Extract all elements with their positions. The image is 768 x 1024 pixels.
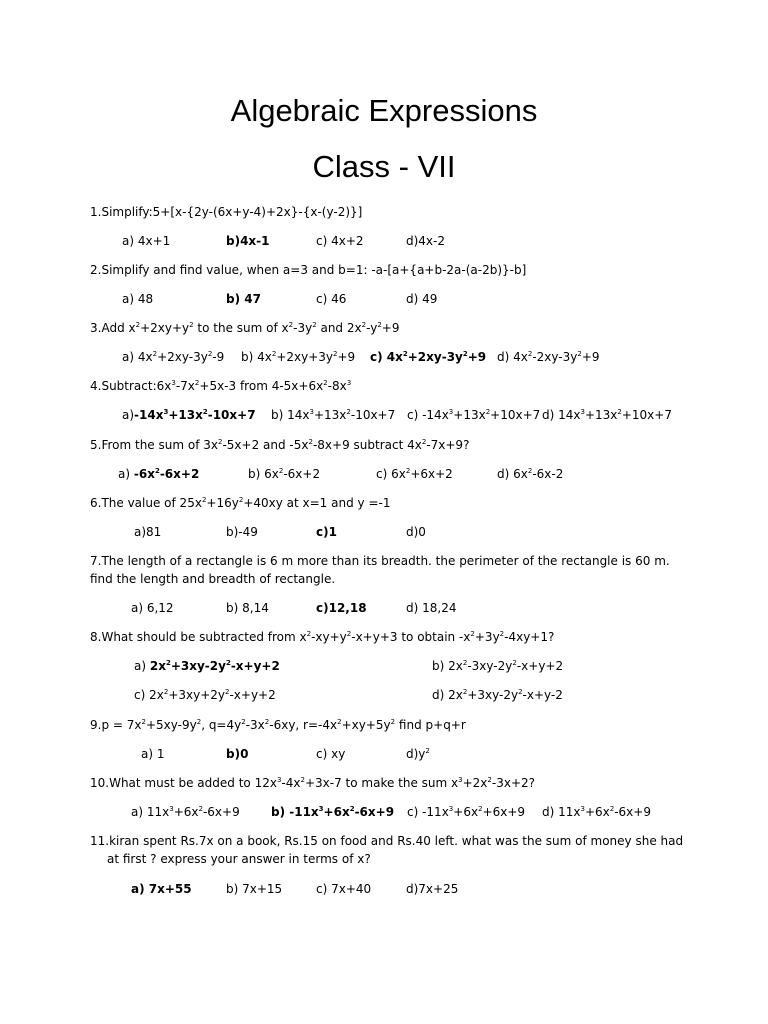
q9-option-b: b)0 (226, 747, 249, 761)
q6-option-b: b)-49 (226, 525, 258, 539)
q2-option-c: c) 46 (316, 292, 347, 306)
q4-option-b: b) $14x^3+13x^2-10x+7$ (271, 408, 396, 422)
q4-option-d: d) $14x^3+13x^2+10x+7$ (542, 408, 672, 422)
q5-option-b: b) $6x^2-6x+2$ (248, 467, 321, 481)
q11-option-b: b) 7x+15 (226, 882, 283, 896)
question-7: 7.The length of a rectangle is 6 m more than its breadth. the perimeter of the rectangle is 60 m. find the length and breadth of rectangle. (90, 554, 670, 586)
q8-option-c: c) $2x^2+3xy+2y^2-x+y+2$ (134, 688, 276, 702)
q3-option-a: a) $4x^2+2xy-3y^2-9$ (122, 350, 225, 364)
q5-option-a: a) $-6x^2-6x+2$ (118, 467, 200, 481)
q10-option-a: a) $11x^3+6x^2-6x+9$ (131, 805, 240, 819)
document-subtitle: Class - VII (312, 149, 456, 184)
question-2: 2.Simplify and find value, when a=3 and b=1: -a-[a+{a+b-2a-(a-2b)}-b] (90, 263, 527, 277)
question-3: 3.Add $x^2+2xy+y^2$ to the sum of $x^2-3y^2$ and $2x^2-y^2+9$ (90, 321, 400, 335)
q8-option-d: d) $2x^2+3xy-2y^2-x+y-2$ (432, 688, 563, 702)
q2-option-a: a) 48 (122, 292, 154, 306)
q10-option-d: d) $11x^3+6x^2-6x+9$ (542, 805, 651, 819)
q6-option-a: a)81 (134, 525, 162, 539)
q7-option-a: a) 6,12 (131, 601, 174, 615)
question-5: 5.From the sum of $3x^2-5x+2$ and $-5x^2-8x+9$ subtract $4x^2-7x+9$? (90, 438, 470, 452)
q11-option-a: a) 7x+55 (131, 882, 192, 896)
q7-option-d: d) 18,24 (406, 601, 457, 615)
q6-option-c: c)1 (316, 525, 337, 539)
q3-option-c: c) $4x^2+2xy-3y^2+9$ (370, 350, 487, 364)
question-10: 10.What must be added to $12x^3-4x^2+3x-7$ to make the sum $x^3+2x^2-3x+2$? (90, 776, 535, 790)
document-title: Algebraic Expressions (230, 93, 538, 128)
q10-option-c: c) $-11x^3+6x^2+6x+9$ (407, 805, 526, 819)
question-1: 1.Simplify:5+[x-{2y-(6x+y-4)+2x}-{x-(y-2)}] (90, 205, 363, 219)
q4-option-c: c) $-14x^3+13x^2+10x+7$ (407, 408, 541, 422)
q9-option-a: a) 1 (141, 747, 165, 761)
q5-option-c: c) $6x^2+6x+2$ (376, 467, 453, 481)
question-11: 11.kiran spent Rs.7x on a book, Rs.15 on food and Rs.40 left. what was the sum of money she had at first ? express your answer in terms of x? (90, 834, 684, 866)
q2-option-b: b) 47 (226, 292, 261, 306)
question-9: $9.p = 7x^2+5xy-9y^2$, $q=4y^2-3x^2-6xy$, $r=-4x^2+xy+5y^2$ find p+q+r (90, 718, 466, 732)
q3-option-b: b) $4x^2+2xy+3y^2+9$ (241, 350, 356, 364)
q1-option-d: d)4x-2 (406, 234, 445, 248)
question-4: $4.Subtract:6x^3-7x^2+5x-3$ from $4-5x+6x^2-8x^3$ (90, 379, 352, 393)
q3-option-d: d) $4x^2-2xy-3y^2+9$ (497, 350, 600, 364)
q7-option-c: c)12,18 (316, 601, 367, 615)
q1-option-c: c) 4x+2 (316, 234, 364, 248)
question-6: 6.The value of $25x^2+16y^2+40xy$ at x=1 and y =-1 (90, 496, 391, 510)
q4-option-a: $a)-14x^3+13x^2-10x+7$ (122, 408, 256, 422)
q8-option-a: a) $2x^2+3xy-2y^2-x+y+2$ (134, 659, 280, 673)
q6-option-d: d)0 (406, 525, 426, 539)
q11-option-d: d)7x+25 (406, 882, 459, 896)
q2-option-d: d) 49 (406, 292, 438, 306)
q11-option-c: c) 7x+40 (316, 882, 372, 896)
q1-option-b: b)4x-1 (226, 234, 270, 248)
q8-option-b: b) $2x^2-3xy-2y^2-x+y+2$ (432, 659, 564, 673)
q9-option-c: c) xy (316, 747, 346, 761)
q10-option-b: b) $-11x^3+6x^2-6x+9$ (271, 805, 395, 819)
q7-option-b: b) 8,14 (226, 601, 269, 615)
q5-option-d: d) $6x^2-6x-2$ (497, 467, 564, 481)
q1-option-a: a) 4x+1 (122, 234, 171, 248)
q9-option-d: $d)y^2$ (406, 747, 430, 761)
question-8: 8.What should be subtracted from $x^2-xy+y^2-x+y+3$ to obtain $-x^2+3y^2-4xy+1$? (90, 630, 555, 644)
